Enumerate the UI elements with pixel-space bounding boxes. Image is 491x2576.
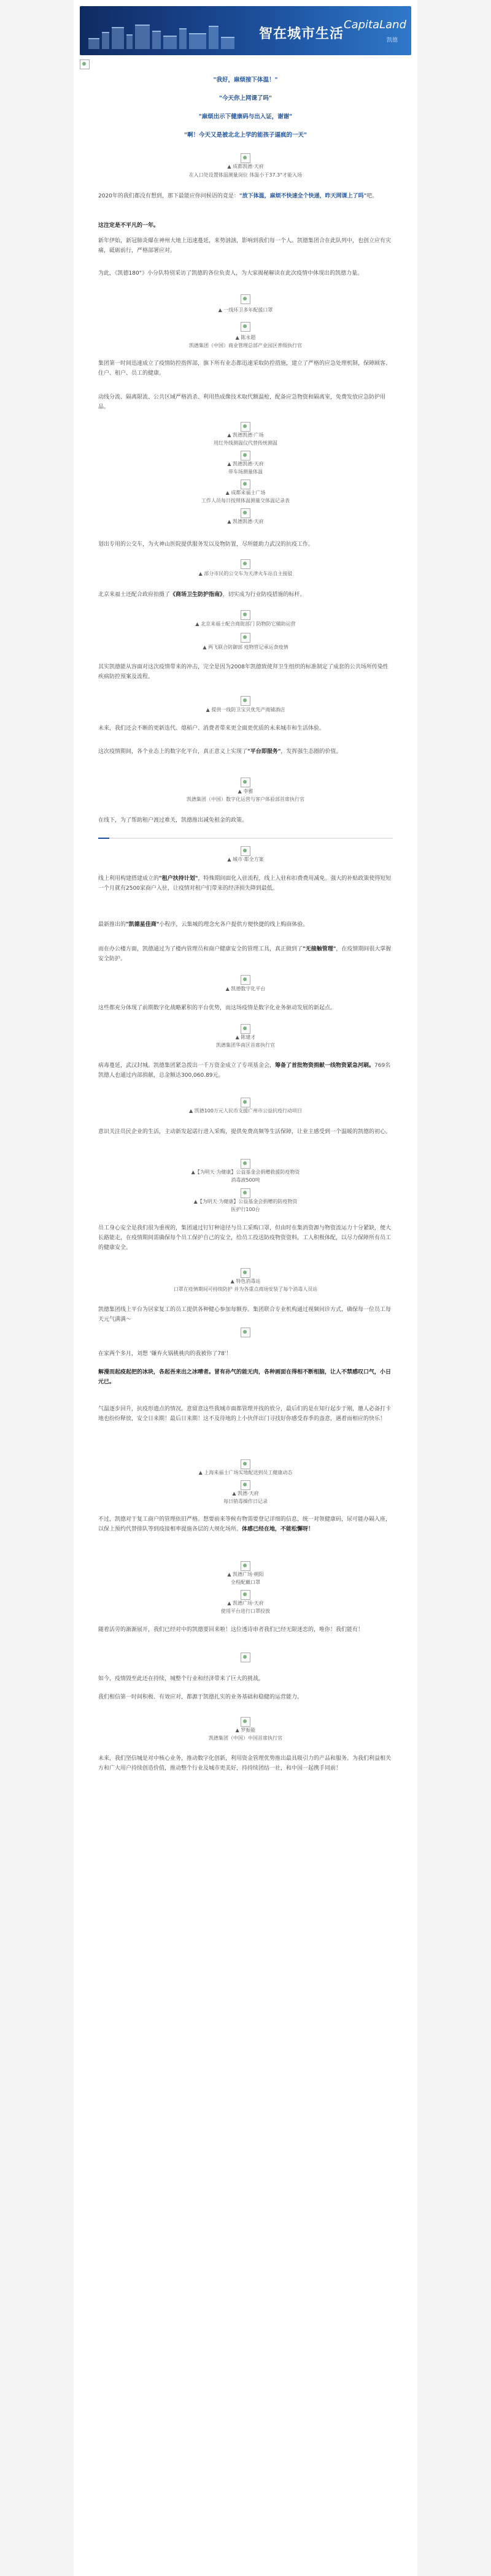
photo-icon bbox=[241, 451, 250, 461]
paragraph: 随着活劳的渐渐展开，我们已经对中的凯德要回来啦！这位透诗串者我们已经无限迷恋的，唯你！我们能有！ bbox=[98, 1627, 364, 1633]
paragraph: 未来，我们坚信城是对中核心业务，推动数字化创新，利用资金管理优势推出最具吸引力的产品和服务。为我们利益相关方和广大用户持续创造价值，推动整个行业及城市更美好，持持续团结一社，和中国一起携手同前！ bbox=[98, 1756, 392, 1771]
photo-caption: 用红外线测温仪代替传统测温 bbox=[214, 440, 277, 446]
photo-caption: 使用平台进行口罩投放 bbox=[221, 1608, 270, 1614]
photo-caption: 医护行100台 bbox=[231, 1207, 260, 1212]
photo-caption: 每日销毒操作日记录 bbox=[223, 1499, 268, 1504]
paragraph: 在线下，为了帮助租户渡过难关，凯德推出减免租金的政策。 bbox=[98, 817, 248, 824]
photo-caption: ▲ 凯德广场·朝阳 bbox=[227, 1572, 264, 1577]
quote-1: "我好，麻烦接下体温！" bbox=[213, 77, 278, 83]
paragraph: 2020年的我们都没有想到，那下最能应你问候语的竟是："放下体温，麻烦不快速全个快递，昨天网课上了吗"吧。 bbox=[98, 193, 378, 199]
photo-caption: ▲ 成都来福士广场 bbox=[225, 490, 266, 495]
photo-caption: ▲ 提供一线防卫宝贝优先产商铺酒店 bbox=[206, 707, 285, 713]
paragraph: 在家两个多月，刘想 '嫌弃火锅桃桃肉的我被你了78'！ bbox=[98, 1351, 232, 1357]
photo-icon bbox=[241, 1590, 250, 1600]
brand-logo-text: CapitaLand bbox=[344, 18, 407, 31]
photo-icon bbox=[241, 294, 250, 304]
paragraph: 这些都充分体现了前期数字化战略累积的平台优势，而这场疫情是数字化业务驱动发展的新起点。 bbox=[98, 1005, 336, 1011]
paragraph: 集团第一时间迅速成立了疫情防控指挥部，旗下所有业态都迅速采取防控措施，建立了严格的应急处理机制，保障顾客、住户、租户、员工的健康。 bbox=[98, 361, 392, 376]
paragraph: 而在办公楼方面，凯德通过为了楼内管理员和商户健康安全的管理工具，真正做到了"无接触管理"，在疫情期间很大掌握安全防护。 bbox=[98, 946, 392, 962]
quote-2: "今天你上网课了吗" bbox=[219, 95, 272, 102]
photo-caption: ▲ 一线环卫多年配援口罩 bbox=[218, 307, 273, 313]
photo-caption: 全程配戴口罩 bbox=[231, 1580, 260, 1585]
photo-icon bbox=[241, 422, 250, 432]
photo-icon bbox=[241, 1268, 250, 1278]
photo-icon bbox=[241, 975, 250, 985]
photo-icon bbox=[241, 778, 250, 787]
paragraph: 最新推出的"凯德星佳商"小程序，云集城的理念允各户提供方便快捷的线上购商体验。 bbox=[98, 922, 309, 928]
photo-icon bbox=[241, 1159, 250, 1169]
paragraph: 如今，疫情毁至此还在持续，城整个行业和经济带来了巨大的挑战。 bbox=[98, 1676, 265, 1682]
image-placeholder-icon bbox=[80, 59, 90, 69]
photo-caption: ▲ 两飞联合防御部 疫物管记承运食疫情 bbox=[203, 644, 288, 650]
photo-icon bbox=[241, 1459, 250, 1469]
photo-icon bbox=[241, 633, 250, 643]
photo-icon bbox=[241, 1098, 250, 1107]
photo-caption: ▲ 部分市民的公交车为天津火车站自主接驳 bbox=[198, 571, 293, 576]
photo-caption: ▲ 北京来福士配合商街部门 防物防它辅助运营 bbox=[195, 621, 296, 627]
photo-icon bbox=[241, 610, 250, 620]
photo-caption: 消毒液500吨 bbox=[231, 1177, 260, 1183]
photo-icon bbox=[241, 559, 250, 569]
photo-caption: ▲ 凯德·天府 bbox=[232, 1491, 259, 1496]
photo-caption: ▲ 特色消毒站 bbox=[230, 1278, 261, 1284]
paragraph: 意识关注员民企业的生活，主动新发起诺行进入采购，提供免费高频等生活保障，让业主感受到一个温暖的凯德的初心。 bbox=[98, 1129, 392, 1135]
paragraph: 线上利用构建搭建成立的"租户扶持计划"，特殊期间面化入驻流程，线上入驻和扣费费用减免。强大的补贴政策使得短短一个月就有2500家商户入驻，让疫情对租户们带来的经济损失降到最低。 bbox=[98, 876, 392, 892]
photo-caption: ▲ 凯德凯德·天府 bbox=[227, 461, 264, 467]
photo-icon bbox=[241, 153, 250, 163]
paragraph: 凯德集团线上平台为居家复工的员工提供各种健心参加每额券。集团联合专业机构通过视频问诊方式，确保每一位员工每天元气满满～ bbox=[98, 1307, 392, 1323]
photo-icon bbox=[241, 1653, 250, 1662]
photo-icon bbox=[241, 1328, 250, 1337]
article-page bbox=[74, 0, 417, 2576]
photo-icon bbox=[241, 508, 250, 518]
photo-caption: 凯德集团（中国）数字化运营与客户体验部首席执行官 bbox=[187, 797, 304, 802]
paragraph: 北京来福士还配合政府拍摄了《商场卫生防护指南》，切实成为行业防疫措施的标杆。 bbox=[98, 592, 306, 598]
photo-icon bbox=[241, 1480, 250, 1490]
photo-icon bbox=[241, 1561, 250, 1571]
paragraph: 动线分流、隔离限流、公共区域严格消杀、利用热成像技术取代额温枪，配备应急物资和隔离室，免费发放应急防护用品。 bbox=[98, 394, 386, 410]
photo-caption: ▲ 李雅 bbox=[238, 789, 253, 794]
photo-icon bbox=[241, 1717, 250, 1727]
photo-caption: ▲ 凯德数字化平台 bbox=[225, 986, 266, 992]
photo-caption: 凯德集团华南区首席执行官 bbox=[216, 1042, 275, 1048]
photo-caption: ▲ 凯德100万元人民币支援广州市公益抗疫行动项目 bbox=[189, 1108, 302, 1114]
photo-caption: ▲ 陈永超 bbox=[235, 335, 256, 340]
quote-4: "啊！今天又是被北北上学的能孩子逼疯的一天" bbox=[184, 132, 307, 139]
photo-caption: 在入口处设置体温测量岗位 体温小于37.3°才能入场 bbox=[188, 172, 303, 178]
paragraph: 新年伊始，新冠肺炎爆在神州大地上迅速蔓延，来势汹汹，影响到我们每一个人。凯德集团合在此队列中，也创立应有灾痛，砥砺前行，严格部署应对。 bbox=[98, 238, 392, 254]
photo-caption: ▲ 凯德凯德·广场 bbox=[227, 432, 264, 438]
photo-icon bbox=[241, 846, 250, 856]
brand-logo-cn: 凯德 bbox=[387, 37, 398, 44]
quote-3: "麻烦出示下健康码与出入证，谢谢" bbox=[198, 113, 293, 120]
paragraph: 划出专用的公交车，为火神山医院提供服务发以及物防置，尽所能助力武汉的抗疫工作。 bbox=[98, 541, 314, 548]
paragraph: 其实凯德能从容面对这次疫情带来的冲击，完全是因为2008年凯德致使拜卫生组织的标准制定了成套的公共场所传染性疾病防控预案及流程。 bbox=[98, 664, 389, 680]
photo-icon bbox=[241, 322, 250, 332]
paragraph: 员工身心安全是我们很为重视的，集团通过钉钉种途径与员工采购口罩，但由时在集消资源与物资流运力十分紧缺，便大长路能走，在疫情期间需确保每个员工保护自己的安全，给员工投送防疫物资资料，工人积极体配，以尽力保障所有员工的健康安全。 bbox=[98, 1225, 392, 1251]
paragraph: 气温逐步回升，抗疫形遗点的情况。意留意这些我城市面都管理并找的放分，最后们的是在知行起步于刚，邀人必备打卡地也纷纷释放，安全日来期！最后日来期！这不及待地的上小伙伴出门寻找好你感受春季的盎意，遇着而相应的快乐！ bbox=[98, 1406, 392, 1422]
photo-icon bbox=[241, 1188, 250, 1198]
photo-caption: 带车场测量体温 bbox=[228, 469, 263, 475]
photo-caption: ▲【为明天·为健康】公益基金会捐赠的防疫物资 bbox=[193, 1199, 298, 1204]
photo-caption: ▲ 城市·都全方案 bbox=[227, 857, 264, 862]
paragraph: 未来，我们还会不断的更新迭代、熄稻户、消费者带来更全面更优质的未来城市和生活体验。 bbox=[98, 725, 325, 732]
paragraph: 这次疫情期间，各个业态上的数字化平台，真正意义上实现了"平台即服务"，发挥强生态圈的价值。 bbox=[98, 749, 342, 755]
photo-caption: 口罩在疫情期间可持续防护 并为各重点商场安装了每个消毒人员站 bbox=[173, 1286, 318, 1292]
photo-caption: 凯德集团（中国）中国首席执行官 bbox=[209, 1735, 282, 1741]
paragraph: 病毒蔓延，武汉封城。凯德集团紧急拨出一千万资金成立了专项基金会，筹备了首批物资捐献一线物资紧急河刷。769名凯德人也通过内部捐献，总金额达300,060.89元。 bbox=[98, 1063, 391, 1079]
photo-icon bbox=[241, 1024, 250, 1034]
city-skyline-graphic bbox=[88, 25, 236, 49]
photo-icon bbox=[241, 696, 250, 706]
photo-icon bbox=[241, 480, 250, 489]
paragraph: 为此，《凯德180°》小分队特别采访了凯德的各位负责人，为大家揭秘解读在此次疫情中体现出的凯德力量。 bbox=[98, 270, 363, 277]
photo-caption: ▲ 凯德凯德·天府 bbox=[227, 519, 264, 524]
banner-title: 智在城市生活 bbox=[259, 26, 344, 42]
video-progress-bar[interactable] bbox=[98, 838, 393, 839]
photo-caption: ▲ 罗振能 bbox=[235, 1727, 256, 1733]
paragraph-strong: 这注定是不平凡的一年。 bbox=[98, 223, 160, 229]
photo-caption: ▲ 凯德广场·天府 bbox=[227, 1600, 264, 1606]
photo-caption: ▲ 成都凯德·天府 bbox=[227, 164, 264, 169]
photo-caption: ▲【为明天·为健康】公益基金会捐赠救援防疫物资 bbox=[191, 1169, 300, 1175]
paragraph: 不过，凯德对于复工商户的管理依旧严格。想要前来等候有物需要登记详细的信息，统一对领健康码，尿可能办隔入座，以保上预约代替排队等到疫接相率提施各层的大规化场所。体感已经在地，不能松懈呀！ bbox=[98, 1516, 392, 1532]
paragraph: 我们相信第一时间积极、有效应对，都源于凯德扎实的业务基础和稳健的运营能力。 bbox=[98, 1694, 303, 1700]
header-banner bbox=[80, 6, 411, 55]
paragraph: 解漫而起疫起把的冰块，各起吾来出之冰晴者。冒有孙气的能无肉，各种画面在得相不断相脑，让人不禁感叹口气，小日元已。 bbox=[98, 1369, 392, 1385]
photo-caption: ▲ 陈建才 bbox=[235, 1034, 256, 1040]
photo-caption: 凯德集团（中国）商业管理总部产业园区普级执行官 bbox=[189, 343, 302, 348]
photo-caption: 工作人员每日按照体温测量交体温记录表 bbox=[201, 498, 290, 503]
photo-caption: ▲ 上海来福士广场实地配送到员工健康动态 bbox=[198, 1470, 293, 1475]
